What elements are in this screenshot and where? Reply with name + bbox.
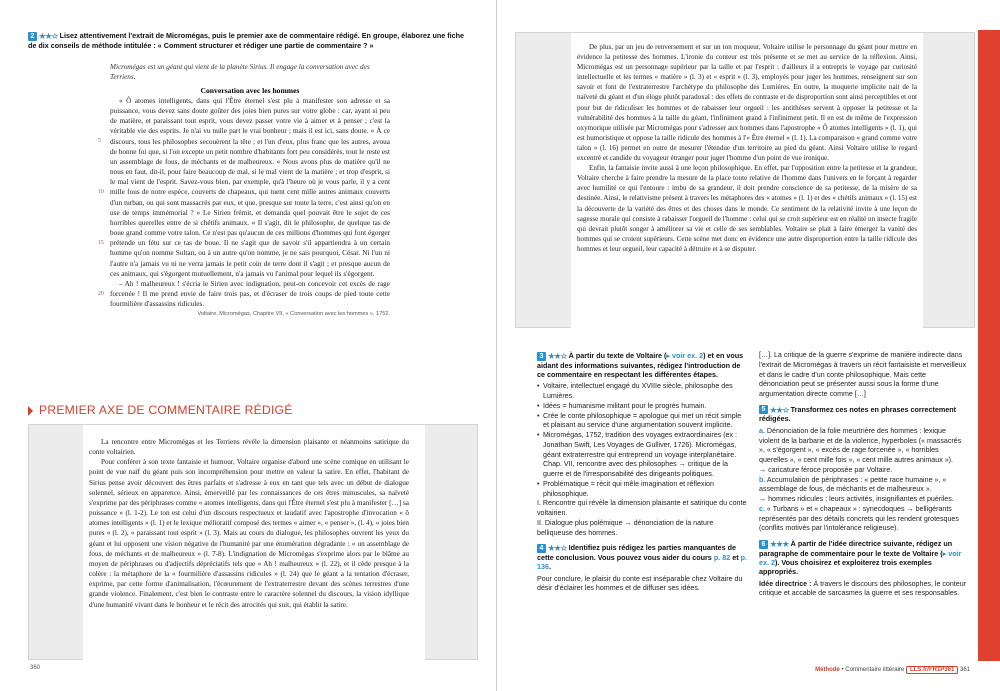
note-a-arrow: → caricature féroce proposée par Voltaire. [759,465,893,474]
note-label: a. [759,426,765,435]
footer-separator: • [841,667,844,673]
exercise-instruction: À partir du texte de Voltaire ( [568,351,667,360]
line-number: 10 [98,189,104,195]
footer-methode: Méthode [815,667,840,673]
note-label: b. [759,475,766,484]
exercise-6-header [759,539,967,577]
exercise-number-badge: 4 [537,544,546,553]
difficulty-stars: ★★★ [770,539,789,549]
conjunction: et [732,553,739,563]
conclusion-continuation: […]. La critique de la guerre s'exprime de manière indirecte dans l'extrait de Micromégas à travers un récit fantaisiste et merveilleux et dans le cadre d'un conte philosophique. Mais cette dénonciation peut se présenter aussi sous la forme d'une argumentation directe comme […] [759,351,967,398]
line-number: 5 [98,138,101,144]
essay-paragraph: De plus, par un jeu de renversement et sur un ton moqueur, Voltaire utilise le personnage du géant pour mettre en évidence la petitesse des hommes. L'ironie du conteur est très présente et se met au service de la réflexion. Ainsi, Micromégas est un personnage supérieur par la taille et par l'esprit : d'ailleurs il a entrepris le voyage par curiosité intellectuelle et les termes « matière » (l. 3) et « esprit » (l. 3), employés pour juger les hommes, renseignent sur son savoir et font de l'extraterrestre l'archétype du philosophe des Lumières. En outre, la moquerie implicite nait de la naïveté du géant et d'un éloge plutôt paradoxal : des effets de contraste et de disproportion sont ainsi perceptibles et ont pour but de ridiculiser les hommes et de rabaisser leur orgueil : les antithèses servent à opposer la petitesse et la vulnérabilité des hommes à la taille du géant, l'infiniment grand à l'infiniment petit. Il en est de même de l'expression oxymorique utilisée par Micromégas pour s'adresser aux hommes dans l'apostrophe « Ô atomes intelligents » (l. 1), qui est humoristique et oppose la taille ridicule des hommes à l'« Être éternel » (l. 1). La comparaison « grand comme votre talon » (l. 16) permet en outre de mesurer l'étendue d'un territoire au pied du géant. Ainsi Voltaire utilise le regard excentré et candide du voyageur étranger pour juger l'homme d'un point de vue ironique. [577,43,917,163]
list-item: • Crée le conte philosophique = apologue qui met un récit simple et plaisant au service d'une argumentation souvent implicite. [537,412,749,432]
essay-paragraph: Enfin, la fantaisie invite aussi à une leçon philosophique. En effet, par l'opposition entre la petitesse et la grandeur, Voltaire cherche à faire prendre la mesure de la place toute relative de l'homme dans l'univers en le forçant à regarder avec humilité ce qui l'entoure : imbu de sa grandeur, il doit prendre conscience de sa petitesse, de la misère de sa destinée. Ainsi, le relativisme présent à travers les métaphores des « atomes » (l. 1) et des « chétifs animaux » (l. 15) est la découverte de la variété des êtres et des choses dans le monde. Ce sentiment de la relativité invite à une leçon de sagesse morale qui consiste à rabaisser l'orgueil de l'homme : celui qui se croit supérieur est en réalité un insecte fragile qui devrait plutôt songer à améliorer sa vie et celle de ses semblables. Voltaire se plait à faire émerger la vanité des hommes qui se croient supérieurs. Cette scène met donc en évidence une autre disproportion entre la taille ridicule des hommes et leur orgueil, leur capacité à détruire et à se disputer. [577,164,917,253]
extract-source: Voltaire, Micromégas, Chapitre VII, « Conversation avec les hommes », 1752. [197,311,390,318]
list-item: • Voltaire, intellectuel engagé du XVIIIe siècle, philosophe des Lumières. [537,382,749,402]
info-list [537,382,749,499]
cross-reference-link[interactable]: p. 136 [537,553,747,572]
chapter-tab-bar [978,30,1000,661]
exercise-number-badge: 3 [537,352,546,361]
line-number: 20 [98,291,104,297]
exercise-instruction: ). Vous choisirez et exploiterez trois exemples appropriés. [759,558,932,577]
note-b-arrow: → hommes ridicules : leurs activités, insignifiantes et puériles. [759,495,954,504]
exercise-5-header [759,405,967,424]
difficulty-stars: ★★☆ [548,543,567,553]
exercise-instruction: ) et en vous aidant des informations suivantes, rédigez l'introduction de ce commentaire en respectant les différentes étapes. [537,351,744,380]
guiding-idea [759,580,967,600]
section-title [28,403,293,417]
difficulty-stars: ★★☆ [548,351,567,361]
right-page [497,0,1000,691]
plan-part-1: I. Rencontre qui révèle la dimension plaisante et satirique du conte voltairien. [537,499,747,518]
plan-part-2: II. Dialogue plus polémique → dénonciation de la nature belliqueuse des hommes. [537,518,714,537]
conclusion-start: Pour conclure, le plaisir du conte est inséparable chez Voltaire du désir d'éclairer les hommes et de diffuser ses idées. [537,574,743,593]
exercise-column-right [759,351,967,599]
extract-paragraph: – Ah ! malheureux ! s'écria le Sirien avec indignation, peut-on concevoir cet excès de rage forcenée ! Il me prend envie de faire trois pas, et d'écraser de trois coups de pied toute cette fourmilière d'assassins ridicules. [110,279,390,309]
extract-body [98,96,390,309]
exercise-number-badge: 5 [759,405,768,414]
essay-text [89,437,409,610]
exercise-4-header: 4 ★★☆ Identifiez puis rédigez les parties manquantes de cette conclusion. Vous pouvez vous aider du cours p. 82 et p. 136. [537,543,747,572]
essay-paragraph: La rencontre entre Micromégas et les Terriens révèle la dimension plaisante et néanmoins satirique du conte voltairien. [89,438,409,457]
cross-reference-link[interactable]: ▸ voir ex. 2 [666,351,704,360]
exercise-instruction: Transformez ces notes en phrases correctement rédigées. [759,404,957,424]
exercise-instruction: Identifiez puis rédigez les parties manquantes de cette conclusion. Vous pouvez vous aider du cours [537,543,737,563]
note-c [759,505,967,534]
page-number: 361 [959,667,970,673]
cross-reference-link[interactable]: ▸ voir ex. 2 [759,548,962,568]
note-text: « Turbans » et « chapeaux » : synecdoques → belligérants représentés par des détails concrets qui les rendent grotesques (conflits motivés par l'intolérance religieuse). [759,504,959,533]
list-item: • Micromégas, 1752, tradition des voyages extraordinaires (ex : Jonathan Swift, Les Voyages de Gulliver, 1726). Micromégas, géant extraterrestre qui entreprend un voyage interplanétaire. Chap. VII, rencontre avec des philosophes → critique de la guerre et de l'irresponsabilité des dirigeants politiques. [537,431,749,480]
guiding-idea-text: À travers le discours des philosophes, le conteur critique et accable de sarcasmes la guerre et ses responsables. [759,579,967,598]
page-number: 360 [30,665,41,671]
note-b [759,476,967,496]
essay-paragraph: Pour conférer à son texte fantaisie et humour, Voltaire organise d'abord une scène comique en utilisant le point de vue naïf du géant puis son incompréhension pour mettre en valeur la satire. En effet, l'habitant de Sirius pense avoir découvert des êtres parfaits et s'adresse à eux en tant que tels avec un début de dialogue solennel, sérieux en apparence. Ainsi, émerveillé par les connaissances de ces êtres minuscules, sa naïveté s'exprime par des périphrases comme « atomes intelligents, dans qui l'Être éternel s'est plu à manifester […] sa puissance » (l. 1-2). Le ton est celui d'un discours respectueux et laudatif avec l'apostrophe d'invocation « ô atomes intelligents » (l. 1) et le lexique mélioratif composé des termes « aimer », « penser », (l. 4), « joies bien pures » (l. 2), « paraissant tout esprit » (l. 3). Mais au cours du dialogue, les philosophes ouvrent les yeux du géant et lui opposent une vision négative de l'humanité par une énumération dégradante : « un assemblage de fous, de méchants et de malheureux » (l. 7-8). L'indignation de Micromégas s'exprime alors par le blâme au moyen de périphrases ou d'adjectifs dépréciatifs tels que « Ah ! malheureux » (l. 22), et il cède presque à la colère : la métaphore de la « fourmilière d'assassins ridicules » (l. 24) que le géant a la tentation d'écraser, exprime, par cette forme d'animalisation, l'écœurement de l'extraterrestre devant des scènes terrestres d'une grande violence. Finalement, c'est bien le contraste entre le caractère solennel du discours, la vision idyllique d'une humanité vivant dans le bonheur et le récit des atrocités qui suit, qui établit la satire. [89,458,409,609]
page-footer [815,666,970,674]
difficulty-stars: ★★☆ [39,31,58,41]
exercise-number-badge: 6 [759,540,768,549]
difficulty-stars: ★★☆ [770,405,789,415]
exercise-instruction: Lisez attentivement l'extrait de Micromégas, puis le premier axe de commentaire rédigé. En groupe, élaborez une fiche de dix conseils de méthode intitulée : « Comment structurer et rédiger une partie de commentaire ? » [28,31,465,50]
note-label: c. [759,504,765,513]
list-item: • Idées = humanisme militant pour le progrès humain. [537,402,749,412]
section-marker-icon [28,406,33,416]
note-text: Dénonciation de la folie meurtrière des hommes : lexique violent de la barbarie et de la violence, hyperboles (« massacrés », « s'égorgent », « excès de rage forcenée », « horribles querelles », « cent mille fois », « cent mille autres animaux »). [759,426,962,465]
list-item: • Problématique = récit qui mêle imagination et réflexion philosophique. [537,480,749,500]
essay-box [28,424,478,660]
exercise-instruction: À partir de l'idée directrice suivante, rédigez un paragraphe de commentaire pour le texte de Voltaire ( [759,539,953,558]
footer-section: Commentaire littéraire [845,667,905,673]
exercise-column-left [537,351,749,594]
voltaire-extract [98,62,390,318]
note-a [759,427,967,466]
guiding-idea-label: Idée directrice : [759,579,812,588]
essay-sheet [83,425,425,661]
lls-link[interactable]: LLS.fr/FR1P361 [906,666,958,674]
cross-reference-link[interactable]: p. 82 [713,553,731,563]
essay-text [577,42,917,254]
line-number: 15 [98,240,104,246]
exercise-3-header [537,351,749,379]
essay-continuation-box [515,32,975,328]
extract-title: Conversation avec les hommes [200,86,300,95]
note-text: Accumulation de périphrases : « petite race humaine », « assemblage de fous, de méchants et de malheureux ». [759,475,947,494]
essay-sheet [571,33,923,329]
exercise-2-header [28,31,473,50]
section-title-text: PREMIER AXE DE COMMENTAIRE RÉDIGÉ [39,403,293,417]
extract-paragraph: « Ô atomes intelligents, dans qui l'Être éternel s'est plu à manifester son adresse et sa puissance, vous devez sans doute goûter des joies bien pures sur votre globe : car, ayant si peu de matière, et paraissant tout esprit, vous devez passer votre vie à aimer et à penser ; c'est la véritable vie des esprits. Je n'ai vu nulle part le vrai bonheur ; mais il est ici, sans doute. » À ce discours, tous les philosophes secouèrent la tête ; et l'un d'eux, plus franc que les autres, avoua de bonne foi que, si l'on excepte un petit nombre d'habitants fort peu considérés, tout le reste est un assemblage de fous, de méchants et de malheureux. « Nous avons plus de matière qu'il ne nous en faut, dit-il, pour faire beaucoup de mal, si le mal vient de la matière ; et trop d'esprit, si le mal vient de l'esprit. Savez-vous bien, par exemple, qu'à l'heure où je vous parle, il y a cent mille fous de notre espèce, couverts de chapeaux, qui tuent cent mille autres animaux couverts d'un turban, ou qui sont massacrés par eux, et que, presque sur toute la terre, c'est ainsi qu'on en use de temps immémorial ? » Le Sirien frémit, et demanda quel pouvait être le sujet de ces horribles querelles entre de si chétifs animaux. « Il s'agit, dit le philosophe, de quelque tas de boue grand comme votre talon. Ce n'est pas qu'aucun de ces millions d'hommes qui font égorger prétende un fétu sur ce tas de boue. Il ne s'agit que de savoir s'il appartiendra à un certain homme qu'on nomme Sultan, ou à un autre qu'on nomme, je ne sais pourquoi, César. Ni l'un ni l'autre n'a jamais vu ni ne verra jamais le petit coin de terre dont il s'agit ; et presque aucun de ces animaux, qui s'égorgent mutuellement, n'a jamais vu l'animal pour lequel ils s'égorgent. [110,97,390,278]
exercise-number-badge: 2 [28,32,37,41]
left-page [0,0,497,691]
extract-intro: Micromégas est un géant qui vient de la planète Sirius. Il engage la conversation avec des Terriens. [110,63,370,81]
